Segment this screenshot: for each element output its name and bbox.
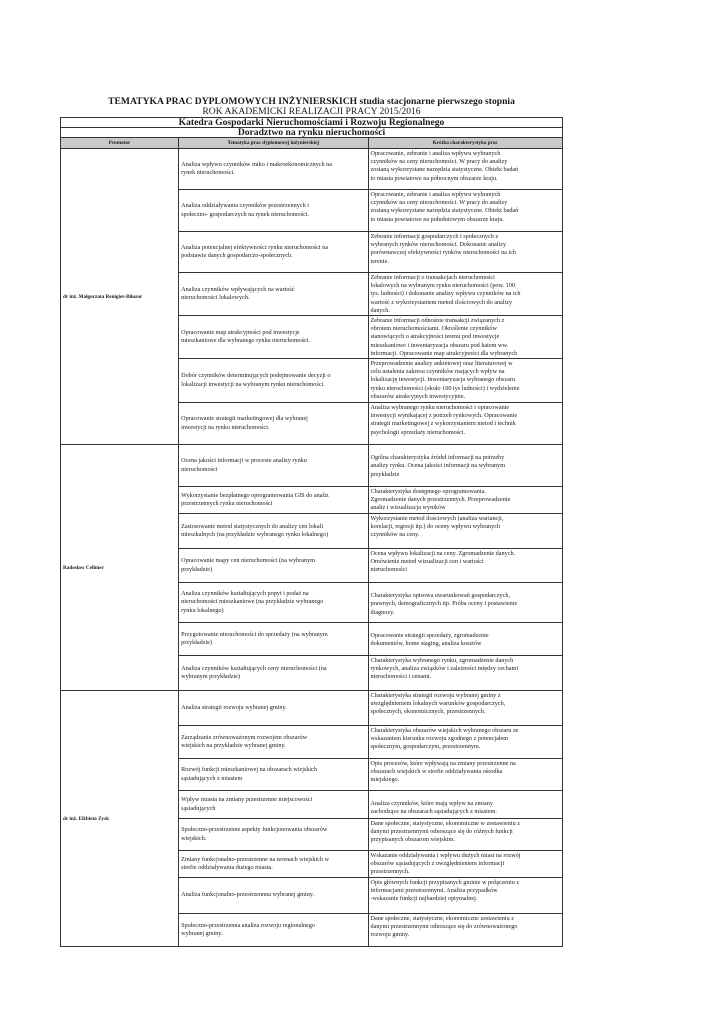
description-cell	[368, 819, 563, 851]
description-cell	[368, 759, 563, 791]
topic-line: Analiza funkcjonalno-przestrzennna wybranej gminy.	[181, 891, 315, 899]
topic-cell	[179, 759, 368, 791]
description-line	[371, 624, 561, 632]
topic-cell	[179, 914, 368, 947]
promotor-cell: dr inż. Małgorzata Renigier-Biłozor	[61, 149, 179, 445]
description-cell	[368, 445, 563, 487]
description-line: Zebranie informacji o transakcjach nieruchomości	[370, 274, 495, 281]
description-line: Ocena wpływu lokalizacji na ceny. Zgromadzenie danych.	[370, 550, 516, 558]
description-line: przestrzennych.	[370, 868, 410, 876]
description-line: strategii marketingowej z wykorzystaniem metod i technik	[370, 420, 516, 428]
table-row	[61, 691, 563, 726]
topic-line: Wpływ miasta na zmiany przestrzenne miejscowości	[181, 796, 313, 804]
description-line: diagnozy.	[370, 608, 395, 616]
description-line: korelacji, regresji itp.) do oceny wpływu wybranych	[370, 523, 501, 531]
table-row	[61, 149, 563, 190]
topic-line: Ocena jakości informacji w procesie analizy rynku	[181, 457, 307, 465]
description-cell	[368, 851, 563, 878]
topic-line: Analiza czynników wpływających na wartość	[181, 285, 295, 293]
description-line: dokumentów, home staging, analiza kosztów	[370, 640, 482, 648]
description-line: Dane społeczne, statystyczne, ekonomiczne w zestawieniu z	[370, 820, 520, 828]
description-line: Charakterystyka wybranego rynku, zgromadzenie danych	[370, 657, 514, 665]
topic-line: Opracowanie strategii marketingowej dla wybranej	[181, 415, 308, 423]
topic-line: strefie oddziaływania dużego miasta.	[181, 864, 273, 872]
description-cell	[368, 726, 563, 759]
topic-line: Analiza czynników kształtujących popyt i podaż na	[181, 590, 309, 598]
description-line: danymi przestrzennymi odnoszące się do zrównoważonego	[370, 923, 518, 931]
description-line: wybranych rynków nieruchomości. Dokonanie analizy	[370, 241, 507, 249]
description-line: -wskazanie funkcji najbardziej optymalnej.	[370, 895, 478, 903]
topic-line: Zarządzanie zrównoważonym rozwojem obszarów	[181, 733, 308, 741]
description-line: to miasta powiatowe na południowym obszarze kraju.	[370, 215, 505, 223]
topic-cell	[179, 359, 368, 403]
description-line: celu ustalenia zakresu czynników mających wpływ na	[370, 368, 505, 376]
column-header-topic: Tematyka prac dyplomowej inżynierskiej	[179, 138, 368, 149]
topic-line: społeczno- gospodarczych na rynek nieruchomości.	[181, 210, 310, 218]
topic-line: przykładzie)	[181, 565, 213, 573]
topic-line: Rozwój funkcji mieszkaniowej na obszarach wiejskich	[181, 766, 318, 774]
topic-line: mieszkalnych (na przykładzie wybranego rynku lokalnego)	[181, 531, 329, 539]
description-line: Analiza czynników, które mają wpływ na zmiany	[370, 800, 493, 808]
table-header-row	[61, 138, 563, 149]
description-line: stanowiących o atrakcyjności terenu pod inwestycje	[370, 333, 500, 341]
topic-cell	[179, 549, 368, 583]
description-cell	[368, 316, 563, 359]
description-line: zachodzące na obszarach sąsiadujących z miastem.	[370, 808, 497, 816]
topic-line: wybranym przykładzie)	[181, 673, 241, 681]
description-line: Zebranie informacji odnośnie transakcji związanych z	[370, 317, 505, 325]
topic-line: przestrzennych rynku nieruchomości	[181, 500, 273, 508]
topic-line: Analiza oddziaływania czynników przestrzennych i	[181, 202, 309, 210]
topic-cell	[179, 487, 368, 514]
column-header-promotor: Promotor	[61, 138, 179, 149]
topic-cell	[179, 232, 368, 273]
promotor-cell: Radosław Cellmer	[61, 445, 179, 691]
description-line: danych.	[370, 306, 390, 314]
description-line: przypisanych obszarom wiejskim.	[370, 836, 455, 844]
topic-line: rynek nieruchomości.	[181, 169, 235, 176]
topic-line: sąsiadujących z miastem	[181, 774, 243, 782]
description-line: Charakterystyka dostępnego oprogramowania.	[370, 488, 486, 496]
description-line: wartość z wykorzystaniem metod ilościowych do analizy	[370, 298, 513, 306]
topic-line: nieruchomości	[181, 465, 218, 473]
description-line: rozwoju gminy.	[370, 931, 410, 939]
description-cell	[368, 232, 563, 273]
topic-cell	[179, 583, 368, 623]
description-line: Opracowanie, zebranie i analiza wpływu wybranych	[370, 150, 501, 157]
topic-cell	[179, 514, 368, 549]
description-line: lokalizację inwestycji. Inwentaryzacja wybranego obszaru	[370, 376, 515, 384]
description-line: czynników na ceny.	[370, 531, 420, 539]
topic-line: Przygotowanie nieruchomości do sprzedaży (na wybranym	[181, 630, 328, 638]
description-line: tys. ludności) i dokonanie analizy wpływu czynników na ich	[370, 290, 521, 298]
topic-line: przykładzie)	[181, 639, 213, 647]
topic-line: nieruchomości mieszkaniowe (na przykładzie wybranego	[181, 598, 324, 606]
topic-line: Opracowanie map atrakcyjności pod inwestycje	[181, 328, 300, 336]
description-line: danymi przestrzennymi odnoszące się do różnych funkcji	[370, 828, 513, 836]
topic-cell	[179, 691, 368, 726]
topic-line: rynku lokalnego)	[181, 606, 224, 614]
topic-line: nieruchomości lokalowych.	[181, 294, 250, 301]
document-page	[60, 96, 563, 947]
description-line: Wskazanie oddziaływania i wpływu dużych miast na rozwój	[370, 852, 521, 860]
topic-cell	[179, 791, 368, 819]
description-cell	[368, 359, 563, 403]
description-cell	[368, 190, 563, 232]
document-title: TEMATYKA PRAC DYPLOMOWYCH INŻYNIERSKICH studia stacjonarne pierwszego stopnia	[108, 96, 515, 107]
topic-cell	[179, 656, 368, 691]
description-line: Zgromadzenie danych przestrzennych. Przeprowadzenie	[370, 496, 511, 504]
description-line: prawnych, demograficznych itp. Próba oceny i postawienie	[370, 600, 518, 608]
description-line: obszarach wiejskich w strefie oddziaływania ośrodka	[370, 768, 503, 776]
topic-line: wybranej gminy.	[181, 930, 223, 938]
topic-cell	[179, 403, 368, 445]
description-line: terenie.	[370, 257, 389, 265]
description-line: czynników na ceny nieruchomości. W pracy do analizy	[370, 199, 508, 207]
topic-cell	[179, 316, 368, 359]
description-line: lokalowych na wybranym rynku nieruchomości (pow. 100	[370, 282, 515, 290]
description-line: Wykorzystanie metod ilościowych (analiza wariancji,	[370, 515, 504, 523]
promotor-cell: dr inż. Elżbieta Zysk	[61, 691, 179, 947]
topic-line: Społeczno-przestrzenna analiza rozwoju regionalnego	[181, 921, 315, 929]
topic-cell	[179, 273, 368, 316]
description-line: analiz i wizualizacja wyników	[370, 504, 446, 512]
topic-cell	[179, 149, 368, 190]
description-line: Opracowanie strategii sprzedaży, zgromadzenie	[370, 632, 489, 640]
description-line: rynkowych, analiza związków i zależności między cechami	[370, 665, 519, 673]
description-cell	[368, 791, 563, 819]
topic-cell	[179, 623, 368, 656]
description-line: obrotem nieruchomościami. Określenie czynników	[370, 325, 497, 333]
description-line: informacjami przestrzennymi. Analiza przypadków	[370, 887, 498, 895]
description-line: Charakterystyka strategii rozwoju wybranej gminy z	[370, 692, 501, 700]
topic-line: Analiza wpływu czynników miko i makroekonomicznych na	[181, 160, 332, 168]
topic-cell	[179, 445, 368, 487]
topic-line: wiejskich.	[181, 834, 207, 842]
topic-cell	[179, 726, 368, 759]
specialization-name: Doradztwo na rynku nieruchomości	[60, 127, 563, 137]
topic-line: inwestycji na rynku nieruchomości.	[181, 423, 270, 431]
description-line: zostaną wykorzystane narzędzia statystyczne. Obiekt badań	[370, 166, 519, 174]
description-line: Analiza wybranego rynku nieruchomości i opracowanie	[370, 404, 510, 412]
description-line: porównawczej efektywności rynków nieruchomości na ich	[370, 249, 517, 257]
topic-cell	[179, 190, 368, 232]
description-line: obszarów atrakcyjnych inwestycyjnie.	[370, 392, 466, 400]
table-row	[61, 445, 563, 487]
table-body	[61, 149, 563, 947]
department-name: Katedra Gospodarki Nieruchomościami i Rozwoju Regionalnego	[60, 117, 563, 127]
topic-line: Analiza potencjalnej efektywności rynku nieruchomości na	[181, 243, 329, 251]
description-cell	[368, 878, 563, 914]
topic-line: sąsiadujących	[181, 804, 216, 812]
description-line: Ogólna charakterystyka źródeł informacji na potrzeby	[370, 454, 505, 462]
description-line: Dane społeczne, statystyczne, ekonomiczne zestawieniu z	[370, 915, 514, 923]
description-line	[371, 446, 561, 454]
description-line: mieszkaniowe i inwentaryzacja obszaru pod katem ww.	[370, 341, 509, 349]
description-line: Opis procesów, które wpływają na zmiany przestrzenne na	[370, 760, 516, 768]
column-header-description: Krótka charakterystyka prac	[368, 138, 563, 149]
topic-line: Opracowanie mapy cen nieruchomości (na wybranym	[181, 557, 315, 565]
description-line: informacji. Opracowanie map atrakcyjności dla wybranych	[370, 349, 518, 357]
topic-line: mieszkaniowe dla wybranego rynku nieruchomości.	[181, 337, 311, 345]
description-line: rynku nieruchomości (około 100 tys ludności) i wydzielenie	[370, 384, 520, 392]
description-cell	[368, 149, 563, 190]
description-line: społecznym, gospodarczym, przestrzennym.	[370, 743, 481, 751]
description-cell	[368, 273, 563, 316]
description-line: Zebranie informacji gospodarczych i społecznych z	[370, 233, 499, 240]
description-line: obszarów sąsiadujących z uwzględnieniem informacji	[370, 860, 505, 868]
description-cell	[368, 487, 563, 514]
description-line: nieruchomości	[370, 566, 407, 574]
description-line: psychologii sprzedaży nieruchomości.	[370, 428, 466, 436]
description-line	[371, 584, 561, 592]
topic-line: lokalizacji inwestycji na wybranym rynku nieruchomości.	[181, 380, 325, 388]
topic-cell	[179, 819, 368, 851]
description-line	[371, 792, 561, 800]
topic-line: Społeczno-przestrzenne aspekty funkcjonowania obszarów	[181, 826, 328, 834]
topic-line: Zmiany funkcjonalno-przestrzenne na terenach wiejskich w	[181, 855, 330, 863]
description-cell	[368, 583, 563, 623]
description-cell	[368, 623, 563, 656]
topic-cell	[179, 878, 368, 914]
description-line: inwestycji wynikającej z potrzeb rynkowych. Opracowanie	[370, 412, 518, 420]
description-line: to miasta powiatowe na północnym obszarze kraju.	[370, 174, 498, 182]
description-line: uwzględnieniem lokalnych warunków gospodarczych,	[370, 700, 506, 708]
description-line: Opis głównych funkcji przypisanych gminie w połączeniu z	[370, 879, 520, 887]
description-cell	[368, 514, 563, 549]
description-cell	[368, 914, 563, 947]
description-line: Charakterystyka obszarów wiejskich wybranego obszaru ze	[370, 727, 519, 735]
description-line: nieruchomości i cenami.	[370, 673, 432, 681]
topic-line: podstawie danych gospodarczo-społecznych.	[181, 252, 293, 259]
description-cell	[368, 691, 563, 726]
topic-line: Wykorzystanie bezpłatnego oprogramowania GIS do analiz	[181, 491, 329, 499]
topic-line: Dobór czynników determinujących podejmowanie decyzji o	[181, 372, 331, 380]
topic-cell	[179, 851, 368, 878]
description-line: czynników na ceny nieruchomości. W pracy do analizy	[370, 158, 508, 166]
topic-line: Zastosowanie metod statystycznych do analizy cen lokali	[181, 522, 324, 530]
topic-line: Analiza czynników kształtujących ceny nieruchomości (na	[181, 664, 327, 672]
description-cell	[368, 656, 563, 691]
topic-line: Analiza strategii rozwoju wybranej gminy.	[181, 703, 287, 711]
description-line: wskazaniem kierunku rozwoju zgodnego z potencjałem	[370, 735, 509, 743]
description-cell	[368, 403, 563, 445]
description-line: Charakterystyka opisowa uwarunkowań gospodarczych,	[370, 592, 511, 600]
description-line: społecznych, ekonomicznych, przestrzennych.	[370, 708, 486, 716]
description-line: Opracowanie, zebranie i analiza wpływu wybranych	[370, 191, 501, 198]
description-cell	[368, 549, 563, 583]
description-line: miejskiego.	[370, 776, 400, 784]
description-line: Przeprowadzenie analizy ankietowej oraz literaturowej w	[370, 360, 513, 368]
academic-year: ROK AKADEMICKI REALIZACJI PRACY 2015/2016	[202, 106, 421, 117]
description-line: przykładzie	[370, 470, 400, 478]
description-line: Omówienie metod wizualizacji cen i wartości	[370, 558, 484, 566]
description-line: analizy rynku. Ocena jakości informacji na wybranym	[370, 462, 506, 470]
description-line: zostaną wykorzystane narzędzia statystyczne. Obiekt badań	[370, 207, 519, 215]
topics-table	[60, 137, 563, 947]
topic-line: wiejskich na przykładzie wybranej gminy.	[181, 742, 286, 750]
